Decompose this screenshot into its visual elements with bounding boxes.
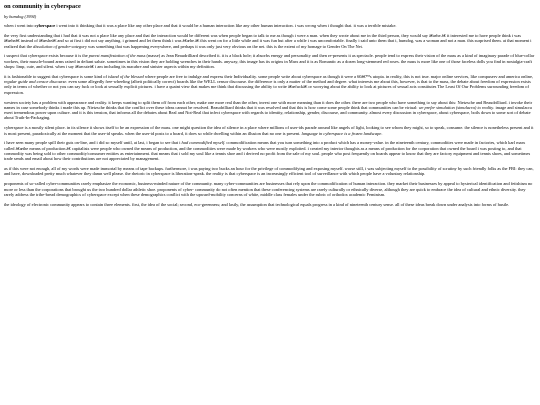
emphasis-text: dissolution of gender-category xyxy=(33,43,87,49)
emphasis-text: purest manifestation of the mass xyxy=(88,53,146,59)
paragraph-text: i went into it thinking that it was a place like any other place and that it would be a human interaction like any other human interaction. i was xyxy=(55,23,306,29)
paragraph-text: when i thought that. it was a terrible mistake. xyxy=(316,23,397,29)
paragraph-text: . commodification means that you turn something into a product which has a money-value. in the nineteenth century, commodities were made in factories, which karl marx called â€œthe means of production.â€ capitalists were people who owned the means of production, and the commodities were made by workers who were mostly exploited. i created my interior thoughts as a means of production for the corporation that owned the board i was posting to, and that commodity was being sold to other commodity/consumer entities as entertainment. that means that i sold my soul like a tennis shoe and i derived no profit from the sale of my soul. people who post frequently on boards appear to know that they are factory equipment and tennis shoes, and sometimes trade sends and email about how their contributions are not appreciated by management. xyxy=(4,140,531,162)
paragraph xyxy=(4,140,536,161)
paragraph-text: . image and simulacra exert tremendous power upon culture. and it is this tension, that informs all the debates about Real and Not-Real that infect cyberspace with regards to identity, relationship, gender, discourse, and community. almost every discussion in cyberspace, about cyberspace, boils down to some sort of debate about Truth-In-Packaging. xyxy=(4,104,532,121)
paragraph xyxy=(4,125,536,136)
bold-text: cyberspace xyxy=(34,23,56,29)
paragraph xyxy=(4,202,536,207)
paragraph xyxy=(4,181,536,197)
paragraph-text: as if this were not enough, all of my words were made immortal by means of tape backups. furthermore, i was paying two bucks an hour for the privilege of commodifying and exposing myself. worse still, i was subjecting myself to the possibility of scrutiny by such friendly folks as the FBI: they can, and have, downloaded pretty much whatever they damn well please. the rhetoric in cyberspace is liberation-speak. the reality is that cyberspace is an increasingly efficient tool of surveillance with which people have a voluntary relationship. xyxy=(4,166,534,177)
paragraph xyxy=(4,100,536,121)
emphasis-text: had commodified myself xyxy=(181,140,225,146)
paragraph-text: (masse) as Jean Beaudrilliard described it. it is a black hole; it absorbs energy and personality and then re-presents it as spectacle. people tend to express their vision of the mass as a kind of imaginary parade of blue-collar workers, their muscle-bound arms raised in defiant salute. sometimes in this vision they are holding wrenches in their hands. anyway, this image has its origins in Marx and it is as Romantic as a dozen long-stemmed red roses. the mass is more like one of those faceless dolls you find in nostalgia-craft shops: limp, cute, and silent. when i say â€œcuteâ€ i am including its macabre and sinister aspects within my definition. xyxy=(4,53,535,69)
paragraph-text: the very first understanding that i had that it was not a place like any place and that the interaction would be different was when people began to talk to me as though i were a man. when they wrote about me in the third person, they would say â€œhe.â€ it interested me to have people think i was â€œheâ€ instead of â€œsheâ€ and so at first i did not say anything. i grinned and let them think i was â€œhe.â€ this went on for a little while and it was fun but after a while i was uncomfortable. finally i said unto them that i, humdog, was a woman and not a man. this surprised them. at that moment i realized that the xyxy=(4,33,532,49)
paragraph xyxy=(4,166,536,177)
paragraph-text: was something that was happening everywhere, and perhaps it was only just very obvious on the net. this is the extent of my homage to Gender On The Net. xyxy=(86,43,363,49)
article-body xyxy=(4,23,536,207)
article-title: on community in cyberspace xyxy=(4,3,81,10)
paragraph xyxy=(4,23,536,28)
emphasis-text: wrong xyxy=(305,23,317,29)
paragraph xyxy=(4,53,536,69)
paragraph-text: proponents of so-called cyber-communities rarely emphasize the economic, business-minded nature of the community. many cyber-communities are businesses that rely upon the commodification of human interaction. they market their businesses by appeal to hysterical identification and fetishism no more or less than the corporations that brought us the two hundred dollar athletic shoe. proponents of cyber- community do not often mention that these conferencing systems are rarely culturally or ethnically diverse, although they are quick to embrace the idea of cultural and ethnic diversity. they rarely address the tribe-bread demographics of cyberspace except when these demographics conflict with the upward-mobility concerns of white, middle class females under the rubric of orthodox academic Feminism. xyxy=(4,181,533,197)
paragraph-text: i suspect that cyberspace exists because it is the xyxy=(4,53,89,59)
paragraph-text: western society has a problem with appearance and reality. it keeps wanting to split them off from each other, make one more real than the other, invest one with more meaning than it does the other. there are two people who have something to say about this: Nietzsche and Beaudrilliard. i invoke their names in case somebody thinks i made this up. Nietzsche thinks that the conflict over these ideas cannot be resolved. Beaudrilliard thinks that it was resolved and that this is how come some people think that communities can be virtual: xyxy=(4,99,533,110)
paragraph xyxy=(4,74,536,95)
paragraph-text: the ideology of electronic community appears to contain three elements. first, the idea of the social; second, eco-greenness; and lastly, the assumption that technological equals progress in a kind of nineteenth century sense. all of these ideas break down under analysis into forms of hustle. xyxy=(4,201,510,207)
emphasis-text: we prefer simulation (simulacra) to reality xyxy=(418,104,494,110)
emphasis-text: regular guide and censor discourse xyxy=(4,79,67,85)
paragraph-text: i have seen many people spill their guts on-line, and i did so myself until, at last, i began to see that i xyxy=(4,140,182,146)
paragraph xyxy=(4,33,536,49)
paragraph-text: it is fashionable to suggest that cyberspace is some kind of xyxy=(4,73,109,79)
article-byline: by humdog (1994) xyxy=(4,13,37,19)
paragraph-text: . xyxy=(381,130,383,136)
paragraph-text: cyberspace is a mostly silent place. in its silence it shows itself to be an expression of the mass. one might question the idea of silence in a place where millions of user-ids parade around like angels of light, looking to see whom they might, so to speak, consume. the silence is nonetheless present and it is most present, paradoxically at the moment that the user-id speaks. when the user-id posts to a board, it does so while dwelling within an illusion that no one is present. xyxy=(4,125,534,136)
paragraph-text: where people are free to indulge and express their Individuality. some people write about cyberspace as though it were a 60â€™s utopia. in reality, this is not true. major online services, like compuserv and america online, xyxy=(143,73,534,79)
emphasis-text: language in cyberspace is a frozen landscape xyxy=(301,130,382,136)
paragraph-text: . even some allegedly free-wheeling (albeit politically correct) boards like the WELL censor discourse. the difference is only a matter of the method and degree. what interests me about this, however, is that to the mass, the debate about freedom of expression exists only in terms of whether or not you can say fuck or look at sexually explicit pictures. i have a quaint view that makes me think that discussing the ability to write â€œfuckâ€ or worrying about the ability to look at pictures of sexual acts constitutes The Least Of Our Problems surrounding freedom of expression. xyxy=(4,79,531,95)
emphasis-text: island of the blessed xyxy=(108,73,144,79)
paragraph-text: when i went into xyxy=(4,23,35,29)
